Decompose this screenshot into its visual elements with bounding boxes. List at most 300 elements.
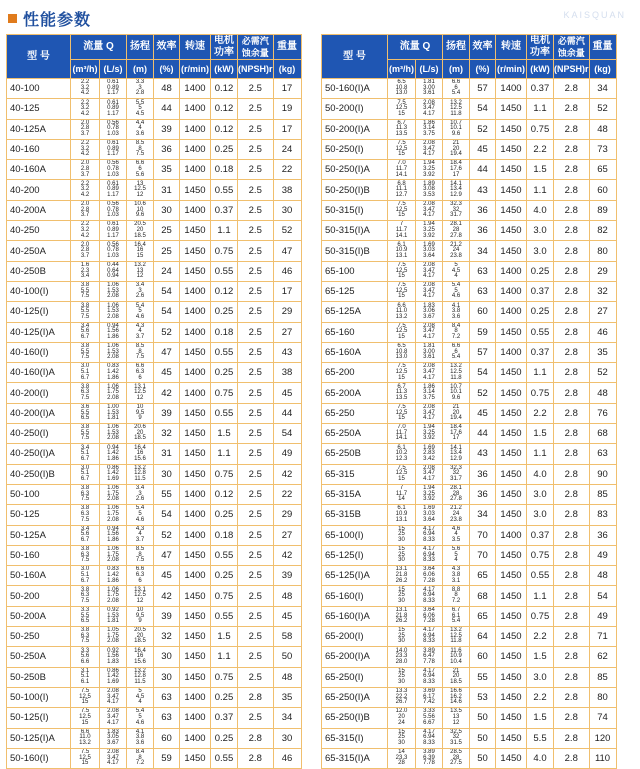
head-cell: 10.6 10 9.6 — [127, 200, 154, 220]
model-cell: 40-250 — [7, 221, 71, 241]
npsh-cell: 2.8 — [554, 160, 590, 180]
weight-cell: 17 — [273, 119, 301, 139]
weight-cell: 80 — [589, 687, 616, 707]
npsh-cell: 2.5 — [238, 545, 274, 565]
npsh-cell: 2.5 — [238, 383, 274, 403]
speed-cell: 1400 — [180, 79, 211, 99]
flow-ls-cell: 4.17 6.94 8.33 — [416, 667, 443, 687]
flow-m3h-cell: 6.7 11.3 13.5 — [388, 383, 416, 403]
speed-cell: 1400 — [180, 139, 211, 159]
flow-ls-cell: 1.86 3.14 3.75 — [416, 119, 443, 139]
flow-m3h-cell: 1.6 2.3 3.4 — [71, 261, 100, 281]
efficiency-cell: 43 — [470, 444, 496, 464]
table-row — [7, 261, 302, 281]
speed-cell: 1450 — [496, 200, 527, 220]
flow-ls-cell: 0.94 1.56 1.86 — [100, 322, 127, 342]
table-row — [322, 484, 617, 504]
efficiency-cell: 42 — [154, 383, 180, 403]
flow-ls-cell: 0.94 1.56 1.86 — [100, 525, 127, 545]
npsh-cell: 2.5 — [238, 342, 274, 362]
efficiency-cell: 43 — [470, 180, 496, 200]
flow-ls-cell: 2.08 3.47 4.17 — [416, 139, 443, 159]
speed-cell: 1450 — [180, 667, 211, 687]
head-cell: 8.5 8 7.5 — [127, 342, 154, 362]
model-cell: 50-125(I)A — [7, 728, 71, 748]
model-cell: 65-160(I) — [322, 586, 388, 606]
power-cell: 0.25 — [211, 505, 238, 525]
weight-cell: 48 — [589, 566, 616, 586]
speed-cell: 1400 — [496, 79, 527, 99]
weight-cell: 27 — [273, 322, 301, 342]
table-row — [7, 424, 302, 444]
table-row — [7, 403, 302, 423]
flow-ls-cell: 0.61 0.89 1.17 — [100, 139, 127, 159]
weight-cell: 47 — [273, 241, 301, 261]
flow-ls-cell: 3.89 6.39 7.78 — [416, 748, 443, 768]
flow-m3h-cell: 3.0 5.1 6.7 — [71, 566, 100, 586]
power-cell: 1.5 — [527, 647, 554, 667]
head-cell: 21.2 24 23.8 — [443, 505, 470, 525]
efficiency-cell: 60 — [154, 728, 180, 748]
weight-cell: 49 — [589, 606, 616, 626]
head-cell: 8.4 8 7.2 — [127, 748, 154, 768]
model-cell: 65-315 — [322, 464, 388, 484]
table-row — [7, 484, 302, 504]
flow-m3h-cell: 15 25 30 — [388, 627, 416, 647]
flow-ls-cell: 0.86 1.42 1.69 — [100, 667, 127, 687]
model-cell: 40-125(I) — [7, 302, 71, 322]
model-cell: 50-160(I)A — [322, 79, 388, 99]
flow-m3h-cell: 6.6 11.0 13.2 — [388, 302, 416, 322]
speed-cell: 1400 — [180, 160, 211, 180]
npsh-cell: 2.8 — [554, 444, 590, 464]
flow-m3h-cell: 7 11.7 14.1 — [388, 221, 416, 241]
npsh-cell: 2.5 — [238, 667, 274, 687]
weight-cell: 42 — [273, 545, 301, 565]
efficiency-cell: 55 — [470, 667, 496, 687]
flow-ls-cell: 1.06 1.75 2.08 — [100, 545, 127, 565]
efficiency-cell: 70 — [470, 545, 496, 565]
speed-cell: 1450 — [180, 403, 211, 423]
table-row — [7, 708, 302, 728]
model-cell: 65-160(I)A — [322, 606, 388, 626]
flow-m3h-cell: 6.1 10.9 13.1 — [388, 505, 416, 525]
flow-m3h-cell: 7.0 11.7 14.1 — [388, 160, 416, 180]
weight-cell: 48 — [589, 383, 616, 403]
weight-cell: 52 — [273, 221, 301, 241]
model-cell: 40-200(I)A — [7, 403, 71, 423]
power-cell: 1.1 — [527, 180, 554, 200]
weight-cell: 36 — [589, 525, 616, 545]
speed-cell: 1400 — [180, 281, 211, 301]
flow-m3h-cell: 13.3 22.2 26.7 — [388, 687, 416, 707]
speed-cell: 1450 — [496, 606, 527, 626]
table-row — [322, 180, 617, 200]
efficiency-cell: 59 — [154, 748, 180, 768]
head-cell: 28.5 28 27.5 — [443, 748, 470, 768]
head-cell: 13.2 12.8 11.5 — [127, 667, 154, 687]
flow-ls-cell: 2.08 3.47 4.17 — [416, 200, 443, 220]
table-row — [7, 180, 302, 200]
power-cell: 0.12 — [211, 484, 238, 504]
speed-cell: 1450 — [496, 160, 527, 180]
flow-m3h-cell: 2.2 3.2 4.2 — [71, 139, 100, 159]
speed-cell: 1400 — [180, 525, 211, 545]
flow-ls-cell: 2.08 3.47 4.17 — [416, 363, 443, 383]
flow-m3h-cell: 7 11.7 14 — [388, 484, 416, 504]
col-eff: 效率 — [154, 35, 180, 60]
power-cell: 0.75 — [527, 119, 554, 139]
npsh-cell: 2.5 — [238, 403, 274, 423]
npsh-cell: 2.8 — [554, 119, 590, 139]
model-cell: 65-250B — [322, 444, 388, 464]
model-cell: 50-200(I)A — [322, 119, 388, 139]
efficiency-cell: 55 — [154, 484, 180, 504]
power-cell: 1.5 — [527, 160, 554, 180]
watermark: KAISQUAN — [563, 10, 626, 20]
npsh-cell: 2.8 — [554, 464, 590, 484]
efficiency-cell: 45 — [470, 139, 496, 159]
flow-m3h-cell: 7.5 12.5 15 — [388, 139, 416, 159]
speed-cell: 1450 — [180, 647, 211, 667]
head-cell: 13.2 13 12 — [127, 261, 154, 281]
weight-cell: 83 — [589, 505, 616, 525]
weight-cell: 74 — [589, 708, 616, 728]
unit-npsh: (NPSH)r — [238, 60, 274, 79]
table-row — [322, 119, 617, 139]
weight-cell: 29 — [589, 261, 616, 281]
flow-ls-cell: 0.92 1.53 1.81 — [100, 606, 127, 626]
npsh-cell: 2.5 — [238, 281, 274, 301]
power-cell: 0.12 — [211, 281, 238, 301]
page-title: 性能参数 — [23, 11, 92, 29]
flow-ls-cell: 1.69 2.83 3.42 — [416, 444, 443, 464]
weight-cell: 50 — [273, 647, 301, 667]
flow-m3h-cell: 3.8 5.5 7.5 — [71, 424, 100, 444]
model-cell: 40-160(I) — [7, 342, 71, 362]
flow-ls-cell: 1.94 3.25 3.92 — [416, 424, 443, 444]
table-row — [322, 160, 617, 180]
flow-ls-cell: 3.33 5.56 6.67 — [416, 708, 443, 728]
npsh-cell: 2.5 — [238, 261, 274, 281]
flow-ls-cell: 0.56 0.78 1.03 — [100, 241, 127, 261]
npsh-cell: 2.5 — [238, 363, 274, 383]
table-row — [7, 464, 302, 484]
flow-ls-cell: 0.92 1.56 1.83 — [100, 647, 127, 667]
efficiency-cell: 65 — [470, 606, 496, 626]
table-row — [322, 261, 617, 281]
flow-ls-cell: 3.64 6.06 7.28 — [416, 566, 443, 586]
table-row — [7, 99, 302, 119]
npsh-cell: 2.5 — [238, 444, 274, 464]
efficiency-cell: 60 — [470, 302, 496, 322]
efficiency-cell: 50 — [470, 708, 496, 728]
table-row — [7, 200, 302, 220]
unit-flow-m3h: (m³/h) — [71, 60, 100, 79]
speed-cell: 1400 — [180, 119, 211, 139]
table-row — [7, 728, 302, 748]
table-row — [7, 525, 302, 545]
head-cell: 8.5 8 7.5 — [127, 139, 154, 159]
model-cell: 40-200(I) — [7, 383, 71, 403]
weight-cell: 49 — [273, 444, 301, 464]
flow-ls-cell: 1.69 3.03 3.64 — [416, 241, 443, 261]
head-cell: 6.7 6.1 5.4 — [443, 606, 470, 626]
power-cell: 0.37 — [527, 525, 554, 545]
col-head: 扬程 — [127, 35, 154, 60]
power-cell: 1.1 — [527, 99, 554, 119]
head-cell: 21 20 19.4 — [443, 139, 470, 159]
flow-ls-cell: 1.83 3.05 3.67 — [100, 728, 127, 748]
power-cell: 3.0 — [527, 241, 554, 261]
efficiency-cell: 57 — [470, 342, 496, 362]
flow-ls-cell: 3.64 6.06 7.28 — [416, 606, 443, 626]
performance-table-left — [6, 34, 302, 769]
efficiency-cell: 42 — [154, 586, 180, 606]
power-cell: 0.12 — [211, 99, 238, 119]
weight-cell: 34 — [589, 79, 616, 99]
flow-ls-cell: 0.83 1.42 1.86 — [100, 363, 127, 383]
efficiency-cell: 30 — [154, 667, 180, 687]
model-cell: 65-100(I) — [322, 525, 388, 545]
head-cell: 10 9.5 9 — [127, 606, 154, 626]
speed-cell: 1450 — [496, 99, 527, 119]
flow-ls-cell: 2.08 3.47 4.17 — [100, 708, 127, 728]
npsh-cell: 2.8 — [554, 484, 590, 504]
head-cell: 6.6 6 5.4 — [443, 79, 470, 99]
flow-m3h-cell: 3.4 5.1 6.7 — [71, 444, 100, 464]
power-cell: 0.55 — [211, 403, 238, 423]
npsh-cell: 2.8 — [554, 728, 590, 748]
flow-m3h-cell: 6.8 11.1 12.7 — [388, 180, 416, 200]
efficiency-cell: 63 — [154, 708, 180, 728]
speed-cell: 1450 — [496, 687, 527, 707]
model-cell: 50-315(I)A — [322, 221, 388, 241]
npsh-cell: 2.8 — [554, 424, 590, 444]
efficiency-cell: 48 — [154, 79, 180, 99]
model-cell: 50-125(I) — [7, 708, 71, 728]
power-cell: 3.0 — [527, 221, 554, 241]
model-cell: 50-250(I) — [322, 139, 388, 159]
power-cell: 0.75 — [211, 383, 238, 403]
efficiency-cell: 54 — [470, 363, 496, 383]
model-cell: 40-125(I)A — [7, 322, 71, 342]
npsh-cell: 2.5 — [238, 139, 274, 159]
npsh-cell: 2.5 — [238, 119, 274, 139]
weight-cell: 43 — [273, 342, 301, 362]
power-cell: 1.5 — [211, 627, 238, 647]
flow-m3h-cell: 3.0 5.1 6.7 — [71, 464, 100, 484]
npsh-cell: 2.8 — [554, 586, 590, 606]
power-cell: 0.25 — [211, 302, 238, 322]
speed-cell: 1450 — [180, 424, 211, 444]
head-cell: 6.6 6 5.6 — [127, 160, 154, 180]
table-row — [322, 708, 617, 728]
flow-m3h-cell: 7.5 12.5 15 — [388, 322, 416, 342]
head-cell: 5 4.5 4 — [127, 687, 154, 707]
power-cell: 0.18 — [211, 525, 238, 545]
table-row — [7, 545, 302, 565]
power-cell: 1.5 — [527, 708, 554, 728]
flow-m3h-cell: 3.8 6.3 7.5 — [71, 484, 100, 504]
flow-m3h-cell: 3.8 5.5 7.5 — [71, 342, 100, 362]
head-cell: 8.5 8 7.5 — [127, 545, 154, 565]
flow-ls-cell: 0.61 0.89 1.17 — [100, 99, 127, 119]
power-cell: 0.55 — [211, 545, 238, 565]
model-cell: 40-250B — [7, 261, 71, 281]
power-cell: 1.1 — [527, 363, 554, 383]
flow-ls-cell: 1.83 3.06 3.67 — [416, 302, 443, 322]
efficiency-cell: 50 — [470, 748, 496, 768]
speed-cell: 1450 — [496, 545, 527, 565]
flow-m3h-cell: 3.8 5.5 7.5 — [71, 281, 100, 301]
npsh-cell: 2.5 — [238, 99, 274, 119]
head-cell: 10.7 10.1 9.6 — [443, 119, 470, 139]
table-row — [322, 221, 617, 241]
head-cell: 32.5 32 31.5 — [443, 728, 470, 748]
efficiency-cell: 30 — [154, 464, 180, 484]
head-cell: 8.4 8 7.2 — [443, 322, 470, 342]
speed-cell: 1450 — [496, 647, 527, 667]
unit-power: (kW) — [211, 60, 238, 79]
npsh-cell: 2.8 — [554, 525, 590, 545]
flow-ls-cell: 0.86 1.42 1.69 — [100, 464, 127, 484]
flow-m3h-cell: 3.3 5.5 6.5 — [71, 606, 100, 626]
npsh-cell: 2.8 — [554, 342, 590, 362]
flow-m3h-cell: 7.5 12.5 15 — [388, 403, 416, 423]
flow-m3h-cell: 6.5 10.8 13.0 — [388, 342, 416, 362]
flow-ls-cell: 0.83 1.42 1.86 — [100, 566, 127, 586]
flow-m3h-cell: 3.8 6.3 7.5 — [71, 627, 100, 647]
efficiency-cell: 34 — [470, 241, 496, 261]
table-row — [7, 160, 302, 180]
flow-ls-cell: 1.00 1.53 1.81 — [100, 403, 127, 423]
npsh-cell: 2.5 — [238, 200, 274, 220]
npsh-cell: 2.8 — [554, 708, 590, 728]
flow-ls-cell: 2.08 3.47 4.17 — [416, 403, 443, 423]
flow-ls-cell: 4.17 6.94 8.33 — [416, 545, 443, 565]
efficiency-cell: 31 — [154, 180, 180, 200]
head-cell: 10 9.5 9 — [127, 403, 154, 423]
weight-cell: 30 — [273, 200, 301, 220]
npsh-cell: 2.5 — [238, 484, 274, 504]
model-cell: 40-250(I)B — [7, 464, 71, 484]
power-cell: 0.37 — [527, 342, 554, 362]
speed-cell: 1400 — [496, 261, 527, 281]
power-cell: 3.0 — [527, 484, 554, 504]
npsh-cell: 2.8 — [554, 302, 590, 322]
power-cell: 0.55 — [527, 322, 554, 342]
model-cell: 65-125(I) — [322, 545, 388, 565]
power-cell: 0.25 — [211, 687, 238, 707]
flow-m3h-cell: 3.0 5.1 6.7 — [71, 363, 100, 383]
table-row — [322, 586, 617, 606]
weight-cell: 90 — [589, 464, 616, 484]
flow-ls-cell: 2.08 3.47 4.17 — [416, 281, 443, 301]
model-cell: 65-250(I) — [322, 667, 388, 687]
table-row — [322, 444, 617, 464]
unit-head: (m) — [127, 60, 154, 79]
table-row — [7, 687, 302, 707]
flow-m3h-cell: 2.2 3.2 4.2 — [71, 99, 100, 119]
flow-ls-cell: 1.06 1.75 2.08 — [100, 586, 127, 606]
head-cell: 6.6 6 5.4 — [443, 342, 470, 362]
speed-cell: 1400 — [180, 728, 211, 748]
model-cell: 50-250(I)A — [322, 160, 388, 180]
model-cell: 50-200A — [7, 606, 71, 626]
model-cell: 65-250(I)A — [322, 687, 388, 707]
flow-m3h-cell: 7.5 12.5 15 — [388, 261, 416, 281]
efficiency-cell: 45 — [154, 363, 180, 383]
col-weight: 重量 — [589, 35, 616, 60]
power-cell: 4.0 — [527, 464, 554, 484]
col-speed: 转速 — [180, 35, 211, 60]
efficiency-cell: 45 — [470, 403, 496, 423]
model-cell: 40-125 — [7, 99, 71, 119]
weight-cell: 48 — [273, 586, 301, 606]
head-cell: 11.6 10.9 10.4 — [443, 647, 470, 667]
speed-cell: 1450 — [496, 444, 527, 464]
speed-cell: 1450 — [496, 139, 527, 159]
weight-cell: 110 — [589, 748, 616, 768]
npsh-cell: 2.5 — [238, 322, 274, 342]
weight-cell: 35 — [273, 687, 301, 707]
table-row — [322, 566, 617, 586]
npsh-cell: 2.5 — [238, 505, 274, 525]
model-cell: 65-315(I) — [322, 728, 388, 748]
speed-cell: 1450 — [496, 221, 527, 241]
flow-m3h-cell: 3.8 6.3 7.5 — [71, 545, 100, 565]
efficiency-cell: 31 — [154, 444, 180, 464]
npsh-cell: 2.8 — [238, 687, 274, 707]
flow-ls-cell: 1.06 1.53 2.08 — [100, 302, 127, 322]
flow-ls-cell: 1.06 1.75 2.08 — [100, 383, 127, 403]
col-power: 电机功率 — [527, 35, 554, 60]
npsh-cell: 2.5 — [238, 464, 274, 484]
speed-cell: 1450 — [496, 505, 527, 525]
head-cell: 20.5 20 18.5 — [127, 221, 154, 241]
weight-cell: 27 — [273, 525, 301, 545]
efficiency-cell: 30 — [154, 200, 180, 220]
table-row — [322, 302, 617, 322]
head-cell: 28.1 28 27.8 — [443, 221, 470, 241]
head-cell: 5.4 5 4.6 — [127, 708, 154, 728]
efficiency-cell: 24 — [154, 261, 180, 281]
model-cell: 65-160A — [322, 342, 388, 362]
power-cell: 1.1 — [211, 444, 238, 464]
efficiency-cell: 63 — [154, 687, 180, 707]
efficiency-cell: 25 — [154, 221, 180, 241]
flow-m3h-cell: 7.5 12.5 15 — [388, 464, 416, 484]
head-cell: 21.2 24 23.8 — [443, 241, 470, 261]
weight-cell: 65 — [589, 160, 616, 180]
flow-ls-cell: 3.89 6.47 7.78 — [416, 647, 443, 667]
speed-cell: 1400 — [180, 200, 211, 220]
performance-table-right — [321, 34, 617, 769]
power-cell: 0.37 — [211, 200, 238, 220]
head-cell: 16.4 16 15.6 — [127, 647, 154, 667]
npsh-cell: 2.8 — [238, 728, 274, 748]
model-cell: 65-200 — [322, 363, 388, 383]
speed-cell: 1450 — [180, 444, 211, 464]
flow-m3h-cell: 2.0 2.8 3.7 — [71, 241, 100, 261]
col-npsh: 必需汽蚀余量 — [554, 35, 590, 60]
flow-m3h-cell: 7.5 12.5 15 — [71, 748, 100, 768]
speed-cell: 1400 — [180, 708, 211, 728]
npsh-cell: 2.8 — [554, 281, 590, 301]
efficiency-cell: 52 — [470, 119, 496, 139]
flow-ls-cell: 4.17 6.94 8.33 — [416, 627, 443, 647]
